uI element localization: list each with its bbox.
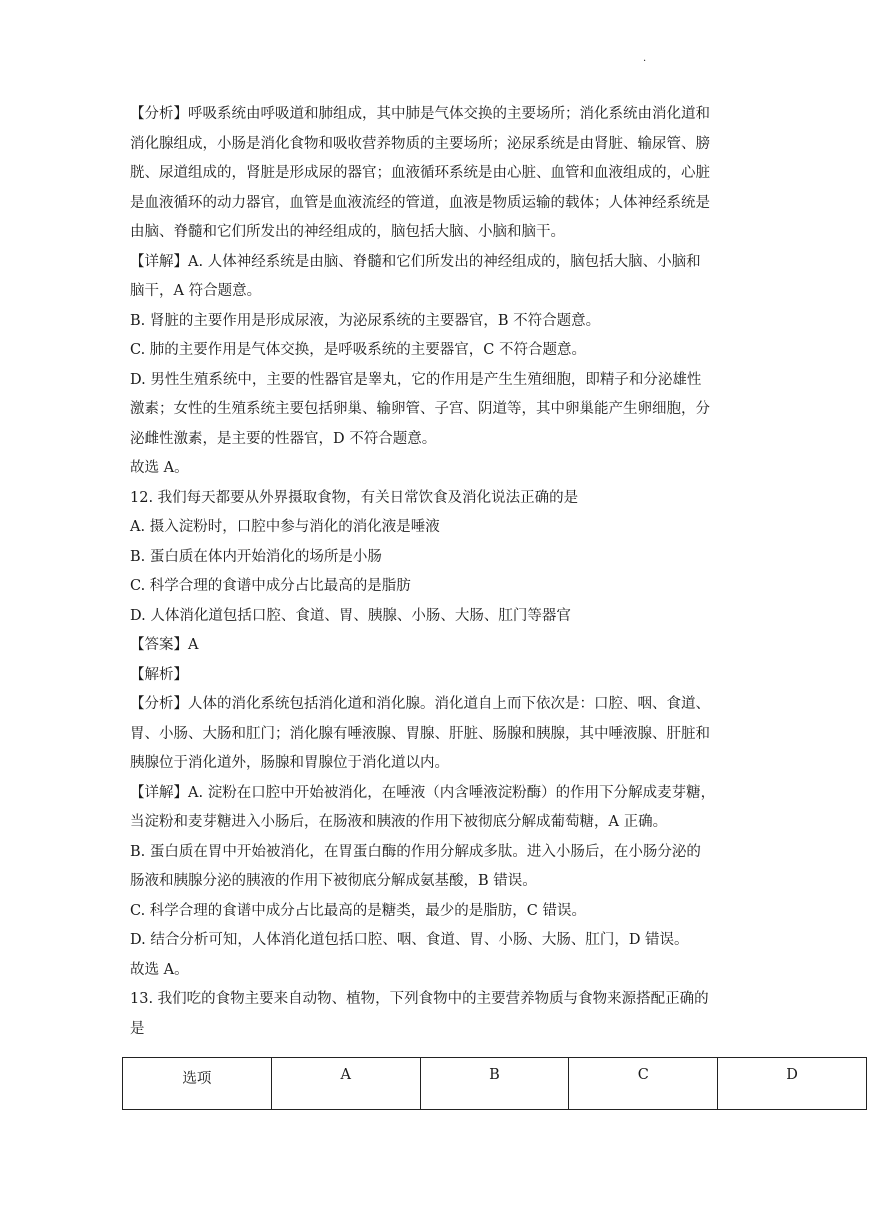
- table-cell-d: D: [718, 1058, 867, 1110]
- text-line: B. 蛋白质在胃中开始被消化，在胃蛋白酶的作用分解成多肽。进入小肠后，在小肠分泌的: [130, 843, 701, 860]
- text-line: 泌雌性激素，是主要的性器官，D 不符合题意。: [130, 430, 437, 447]
- question-12-option-d: D. 人体消化道包括口腔、食道、胃、胰腺、小肠、大肠、肛门等器官: [130, 607, 571, 624]
- table-cell-c: C: [569, 1058, 718, 1110]
- text-line: 【分析】呼吸系统由呼吸道和肺组成，其中肺是气体交换的主要场所；消化系统由消化道和: [130, 106, 710, 122]
- text-line: 胃、小肠、大肠和肛门；消化腺有唾液腺、胃腺、肝脏、肠腺和胰腺，其中唾液腺、肝脏和: [130, 725, 710, 742]
- text-line: 【分析】人体的消化系统包括消化道和消化腺。消化道自上而下依次是：口腔、咽、食道、: [130, 696, 710, 712]
- text-line: 【详解】A. 人体神经系统是由脑、脊髓和它们所发出的神经组成的，脑包括大脑、小脑和: [130, 253, 701, 270]
- text-line: 【详解】A. 淀粉在口腔中开始被消化，在唾液（内含唾液淀粉酶）的作用下分解成麦芽糖，: [130, 784, 716, 801]
- question-13-stem-end: 是: [130, 1020, 145, 1037]
- text-line: 消化腺组成，小肠是消化食物和吸收营养物质的主要场所；泌尿系统是由肾脏、输尿管、膀: [130, 135, 710, 152]
- text-line: 是血液循环的动力器官，血管是血液流经的管道，血液是物质运输的载体；人体神经系统是: [130, 194, 710, 211]
- text-line: 肠液和胰腺分泌的胰液的作用下被彻底分解成氨基酸，B 错误。: [130, 873, 537, 889]
- question-13-stem: 13. 我们吃的食物主要来自动物、植物，下列食物中的主要营养物质与食物来源搭配正确的: [130, 991, 709, 1007]
- answer-line: 【答案】A: [130, 637, 199, 653]
- options-table-wrapper: [122, 1057, 867, 1110]
- text-line: C. 肺的主要作用是气体交换，是呼吸系统的主要器官，C 不符合题意。: [130, 342, 586, 358]
- table-cell-a: A: [271, 1058, 420, 1110]
- text-line: 故选 A。: [130, 460, 189, 476]
- text-line: 故选 A。: [130, 961, 189, 978]
- table-cell-b: B: [420, 1058, 569, 1110]
- options-table: [122, 1057, 867, 1110]
- table-row: [123, 1058, 867, 1110]
- text-line: 胱、尿道组成的，肾脏是形成尿的器官；血液循环系统是由心脏、血管和血液组成的，心脏: [130, 165, 710, 181]
- page-top-mark: .: [643, 53, 647, 64]
- question-12-option-a: A. 摄入淀粉时，口腔中参与消化的消化液是唾液: [130, 519, 440, 535]
- table-cell-header: 选项: [123, 1058, 272, 1110]
- analysis-heading: 【解析】: [130, 666, 188, 683]
- text-line: 激素；女性的生殖系统主要包括卵巢、输卵管、子宫、阴道等，其中卵巢能产生卵细胞，分: [130, 401, 710, 417]
- text-line: 脑干，A 符合题意。: [130, 283, 262, 299]
- document-body: [130, 100, 742, 1044]
- question-12-option-c: C. 科学合理的食谱中成分占比最高的是脂肪: [130, 578, 411, 594]
- question-12-stem: 12. 我们每天都要从外界摄取食物，有关日常饮食及消化说法正确的是: [130, 489, 579, 506]
- text-line: B. 肾脏的主要作用是形成尿液，为泌尿系统的主要器官，B 不符合题意。: [130, 312, 601, 329]
- question-12-option-b: B. 蛋白质在体内开始消化的场所是小肠: [130, 548, 382, 565]
- text-line: 胰腺位于消化道外，肠腺和胃腺位于消化道以内。: [130, 755, 449, 771]
- text-line: 由脑、脊髓和它们所发出的神经组成的，脑包括大脑、小脑和脑干。: [130, 224, 565, 240]
- text-line: D. 结合分析可知，人体消化道包括口腔、咽、食道、胃、小肠、大肠、肛门，D 错误。: [130, 932, 689, 948]
- text-line: 当淀粉和麦芽糖进入小肠后，在肠液和胰液的作用下被彻底分解成葡萄糖，A 正确。: [130, 814, 668, 830]
- text-line: C. 科学合理的食谱中成分占比最高的是糖类，最少的是脂肪，C 错误。: [130, 902, 586, 919]
- text-line: D. 男性生殖系统中，主要的性器官是睾丸，它的作用是产生生殖细胞，即精子和分泌雄性: [130, 371, 702, 388]
